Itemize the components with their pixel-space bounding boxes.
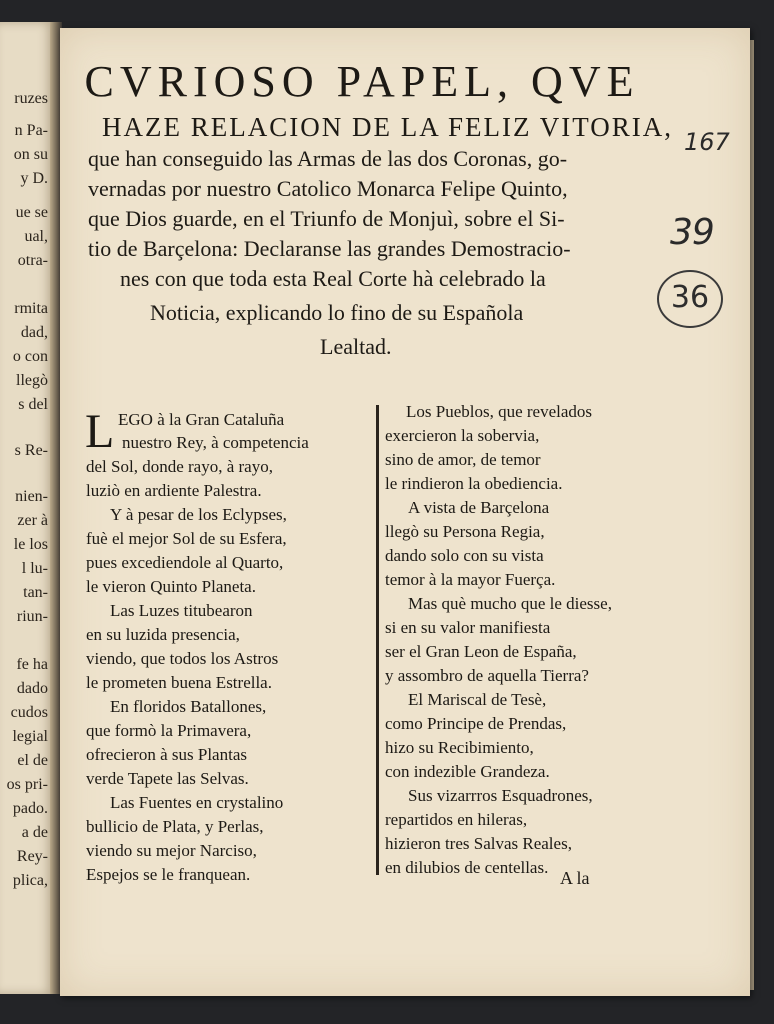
folio-number: 167	[684, 128, 730, 156]
left-page-line: y D.	[20, 170, 48, 187]
handwritten-number: 39	[670, 212, 714, 253]
heading-line: que Dios guarde, en el Triunfo de Monjuì, sobre el Si-	[88, 206, 565, 231]
verse-line: Y à pesar de los Eclypses,	[110, 505, 287, 524]
verse-line: sino de amor, de temor	[385, 450, 541, 469]
heading-line: nes con que toda esta Real Corte hà celebrado la	[120, 266, 546, 291]
verse-line: EGO à la Gran Cataluña	[118, 410, 285, 429]
left-page-line: Rey-	[16, 848, 48, 865]
left-page-line: rmita	[14, 300, 48, 317]
verse-line: ser el Gran Leon de España,	[385, 642, 577, 661]
verse-line: exercieron la sobervia,	[385, 426, 540, 445]
verse-line: luziò en ardiente Palestra.	[86, 481, 262, 500]
verse-line: A vista de Barçelona	[408, 498, 550, 517]
verse-line: temor à la mayor Fuerça.	[385, 570, 556, 589]
left-page-line: tan-	[23, 584, 48, 601]
left-page-line: fe ha	[16, 656, 48, 673]
verse-line: repartidos en hileras,	[385, 810, 528, 829]
verse-line: El Mariscal de Tesè,	[408, 690, 547, 709]
left-page-line: nien-	[15, 488, 48, 505]
circled-number-stamp	[657, 270, 723, 328]
heading-line: vernadas por nuestro Catolico Monarca Felipe Quinto,	[88, 176, 568, 201]
left-page-line: riun-	[16, 608, 48, 625]
title-subline: HAZE RELACION DE LA FELIZ VITORIA,	[102, 112, 673, 142]
verse-line: Las Luzes titubearon	[110, 601, 253, 620]
verse-line: le prometen buena Estrella.	[86, 673, 272, 692]
heading-line: Noticia, explicando lo fino de su Española	[150, 300, 524, 325]
left-page-line: l lu-	[21, 560, 48, 577]
verse-line: Los Pueblos, que revelados	[406, 402, 593, 421]
verse-line: En floridos Batallones,	[110, 697, 267, 716]
verse-line: hizieron tres Salvas Reales,	[385, 834, 572, 853]
left-page-line: ruzes	[14, 90, 48, 107]
verse-line: Mas què mucho que le diesse,	[408, 594, 612, 613]
verse-line: en dilubios de centellas.	[385, 858, 549, 877]
verse-line: si en su valor manifiesta	[385, 618, 551, 637]
verse-line: que formò la Primavera,	[86, 721, 252, 740]
left-page-line: le los	[13, 536, 48, 553]
left-page-line: ue se	[15, 204, 48, 221]
left-page-line: a de	[21, 824, 48, 841]
verse-line: Las Fuentes en crystalino	[110, 793, 284, 812]
verse-line: le vieron Quinto Planeta.	[86, 577, 256, 596]
document-title: CVRIOSO PAPEL, QVE	[84, 57, 640, 106]
left-page-line: os pri-	[6, 776, 48, 793]
heading-line: tio de Barçelona: Declaranse las grandes Demostracio-	[88, 236, 571, 261]
verse-line: le rindieron la obediencia.	[385, 474, 563, 493]
verse-line: viendo su mejor Narciso,	[86, 841, 257, 860]
catchword: A la	[560, 868, 590, 888]
left-page-line: el de	[17, 752, 48, 769]
verse-line: llegò su Persona Regia,	[385, 522, 545, 541]
left-page-line: dad,	[20, 324, 48, 341]
verse-line: y assombro de aquella Tierra?	[385, 666, 589, 685]
verse-line: fuè el mejor Sol de su Esfera,	[86, 529, 287, 548]
left-page-line: s Re-	[14, 442, 48, 459]
verse-line: con indezible Grandeza.	[385, 762, 550, 781]
left-page-line: ual,	[24, 228, 48, 245]
previous-page-edge	[0, 22, 54, 994]
verse-line: nuestro Rey, à competencia	[122, 433, 309, 452]
left-page-line: o con	[12, 348, 48, 365]
verse-line: Sus vizarrros Esquadrones,	[408, 786, 593, 805]
verse-line: viendo, que todos los Astros	[86, 649, 279, 668]
left-page-line: n Pa-	[14, 122, 48, 139]
left-page-line: dado	[16, 680, 48, 697]
left-page-line: pado.	[12, 800, 48, 817]
heading-line: Lealtad.	[320, 334, 392, 359]
verse-line: ofrecieron à sus Plantas	[86, 745, 247, 764]
left-page-line: llegò	[16, 372, 48, 389]
verse-line: bullicio de Plata, y Perlas,	[86, 817, 264, 836]
heading-line: que han conseguido las Armas de las dos Coronas, go-	[88, 146, 568, 171]
left-page-line: plica,	[12, 872, 48, 889]
stamp-number: 36	[670, 280, 710, 315]
verse-line: como Principe de Prendas,	[385, 714, 567, 733]
left-page-line: cudos	[10, 704, 48, 721]
left-page-line: on su	[13, 146, 48, 163]
left-page-line: legial	[12, 728, 48, 745]
verse-line: hizo su Recibimiento,	[385, 738, 534, 757]
left-page-line: s del	[18, 396, 48, 413]
left-page-line: otra-	[17, 252, 48, 269]
left-page-line: zer à	[17, 512, 48, 529]
drop-cap: L	[85, 405, 115, 458]
verse-line: en su luzida presencia,	[86, 625, 240, 644]
verse-line: Espejos se le franquean.	[86, 865, 251, 884]
verse-line: del Sol, donde rayo, à rayo,	[86, 457, 273, 476]
verse-line: pues excediendole al Quarto,	[86, 553, 284, 572]
column-divider	[376, 405, 379, 875]
verse-line: dando solo con su vista	[385, 546, 544, 565]
verse-line: verde Tapete las Selvas.	[86, 769, 249, 788]
